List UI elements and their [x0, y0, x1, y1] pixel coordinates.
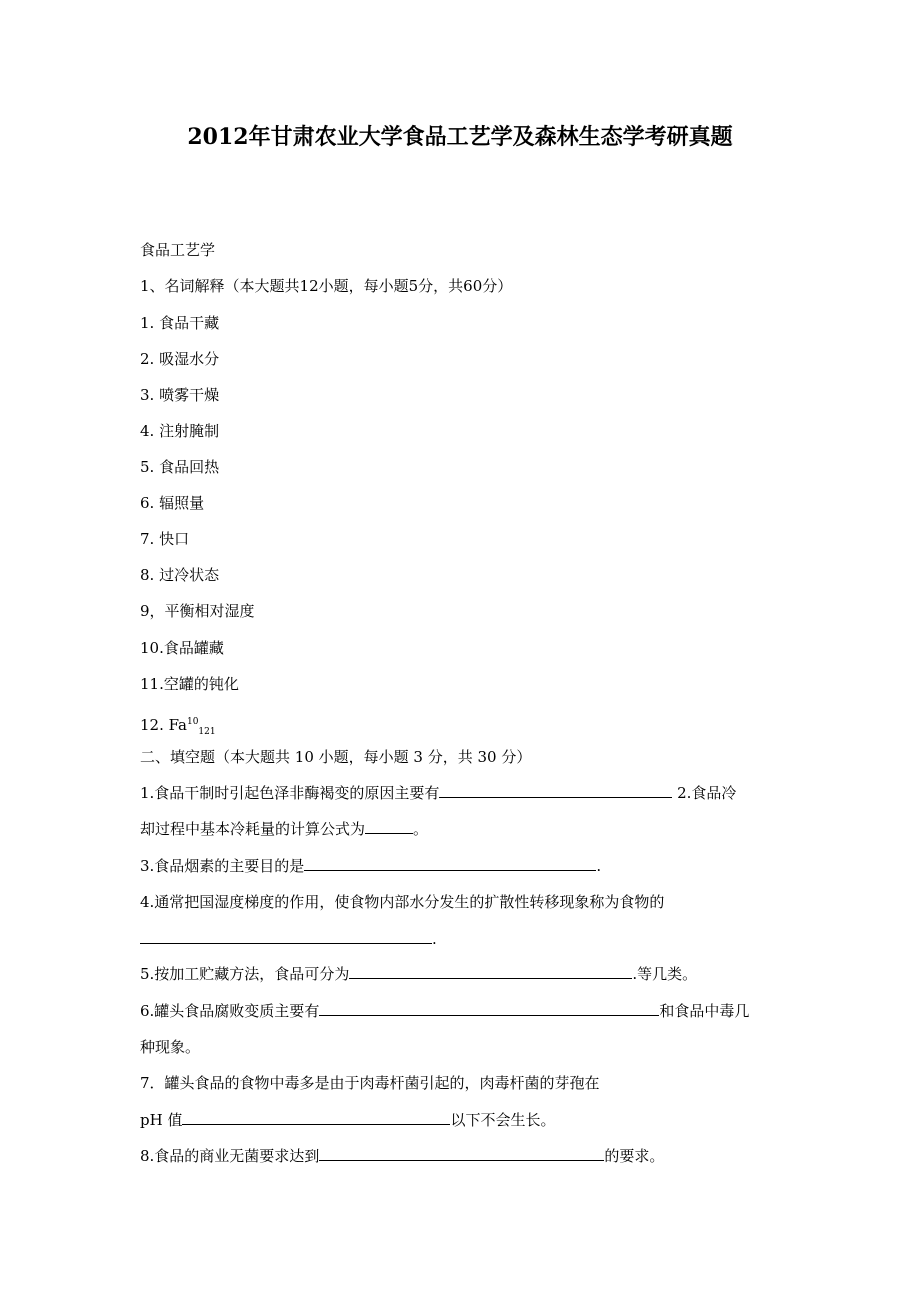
question-6-end: 和食品中毒几	[659, 1002, 750, 1020]
question-8-text: 8.食品的商业无菌要求达到	[140, 1147, 320, 1165]
term-item: 8. 过冷状态	[140, 566, 220, 584]
question-2-start: 2.食品冷	[672, 784, 737, 802]
term-item: 4. 注射腌制	[140, 422, 220, 440]
term-item: 3. 喷雾干燥	[140, 386, 220, 404]
question-5-end: .等几类。	[632, 965, 698, 983]
question-2-text: 却过程中基本冷耗量的计算公式为	[140, 820, 366, 838]
question-1-text: 1.食品干制时引起色泽非酶褐变的原因主要有	[140, 784, 440, 802]
question-8-end: 的要求。	[604, 1147, 665, 1165]
question-2-end: 。	[413, 820, 429, 838]
answer-blank[interactable]	[140, 929, 432, 944]
question-3	[140, 856, 601, 876]
answer-blank[interactable]	[439, 783, 672, 798]
page-title: 2012年甘肃农业大学食品工艺学及森林生态学考研真题	[187, 124, 733, 150]
term-item: 7. 快口	[140, 530, 190, 548]
part1-heading: 1、名词解释（本大题共12小题，每小题5分，共60分）	[140, 277, 513, 295]
question-7-ph-label: pH 值	[140, 1111, 183, 1129]
question-6-continued: 种现象。	[140, 1038, 201, 1056]
answer-blank[interactable]	[319, 1146, 604, 1161]
question-6	[140, 1001, 749, 1021]
question-7-line-2	[140, 1110, 555, 1130]
answer-blank[interactable]	[319, 1001, 659, 1016]
question-3-text: 3.食品烟素的主要目的是	[140, 857, 305, 875]
section-heading: 食品工艺学	[140, 241, 216, 259]
question-4-blank-line	[140, 929, 437, 949]
term-item: 5. 食品回热	[140, 458, 220, 476]
question-3-end: .	[596, 857, 602, 875]
term-item: 10.食品罐藏	[140, 639, 224, 657]
term-item-12-sup: 10	[186, 717, 199, 727]
question-6-text: 6.罐头食品腐败变质主要有	[140, 1002, 320, 1020]
question-5	[140, 964, 697, 984]
answer-blank[interactable]	[304, 856, 596, 871]
term-item: 6. 辐照量	[140, 494, 205, 512]
term-item-12-sub: 121	[198, 727, 216, 737]
answer-blank[interactable]	[349, 964, 632, 979]
question-4-end: .	[432, 930, 437, 948]
question-1	[140, 783, 736, 803]
question-7-end: 以下不会生长。	[450, 1111, 556, 1129]
question-4: 4.通常把国湿度梯度的作用，使食物内部水分发生的扩散性转移现象称为食物的	[140, 893, 665, 911]
answer-blank[interactable]	[182, 1110, 450, 1125]
answer-blank[interactable]	[365, 819, 413, 834]
question-7: 7．罐头食品的食物中毒多是由于肉毒杆菌引起的，肉毒杆菌的芽孢在	[140, 1074, 600, 1092]
question-2	[140, 819, 428, 839]
term-item: 9，平衡相对湿度	[140, 602, 255, 620]
term-item: 2. 吸湿水分	[140, 350, 220, 368]
question-5-text: 5.按加工贮藏方法，食品可分为	[140, 965, 350, 983]
term-item: 1. 食品干藏	[140, 314, 220, 332]
term-item-12	[140, 712, 216, 742]
part2-heading: 二、填空题（本大题共 10 小题，每小题 3 分，共 30 分）	[140, 748, 532, 766]
term-item: 11.空罐的钝化	[140, 675, 239, 693]
question-8	[140, 1146, 664, 1166]
term-item-12-prefix: 12. Fa	[140, 716, 187, 734]
